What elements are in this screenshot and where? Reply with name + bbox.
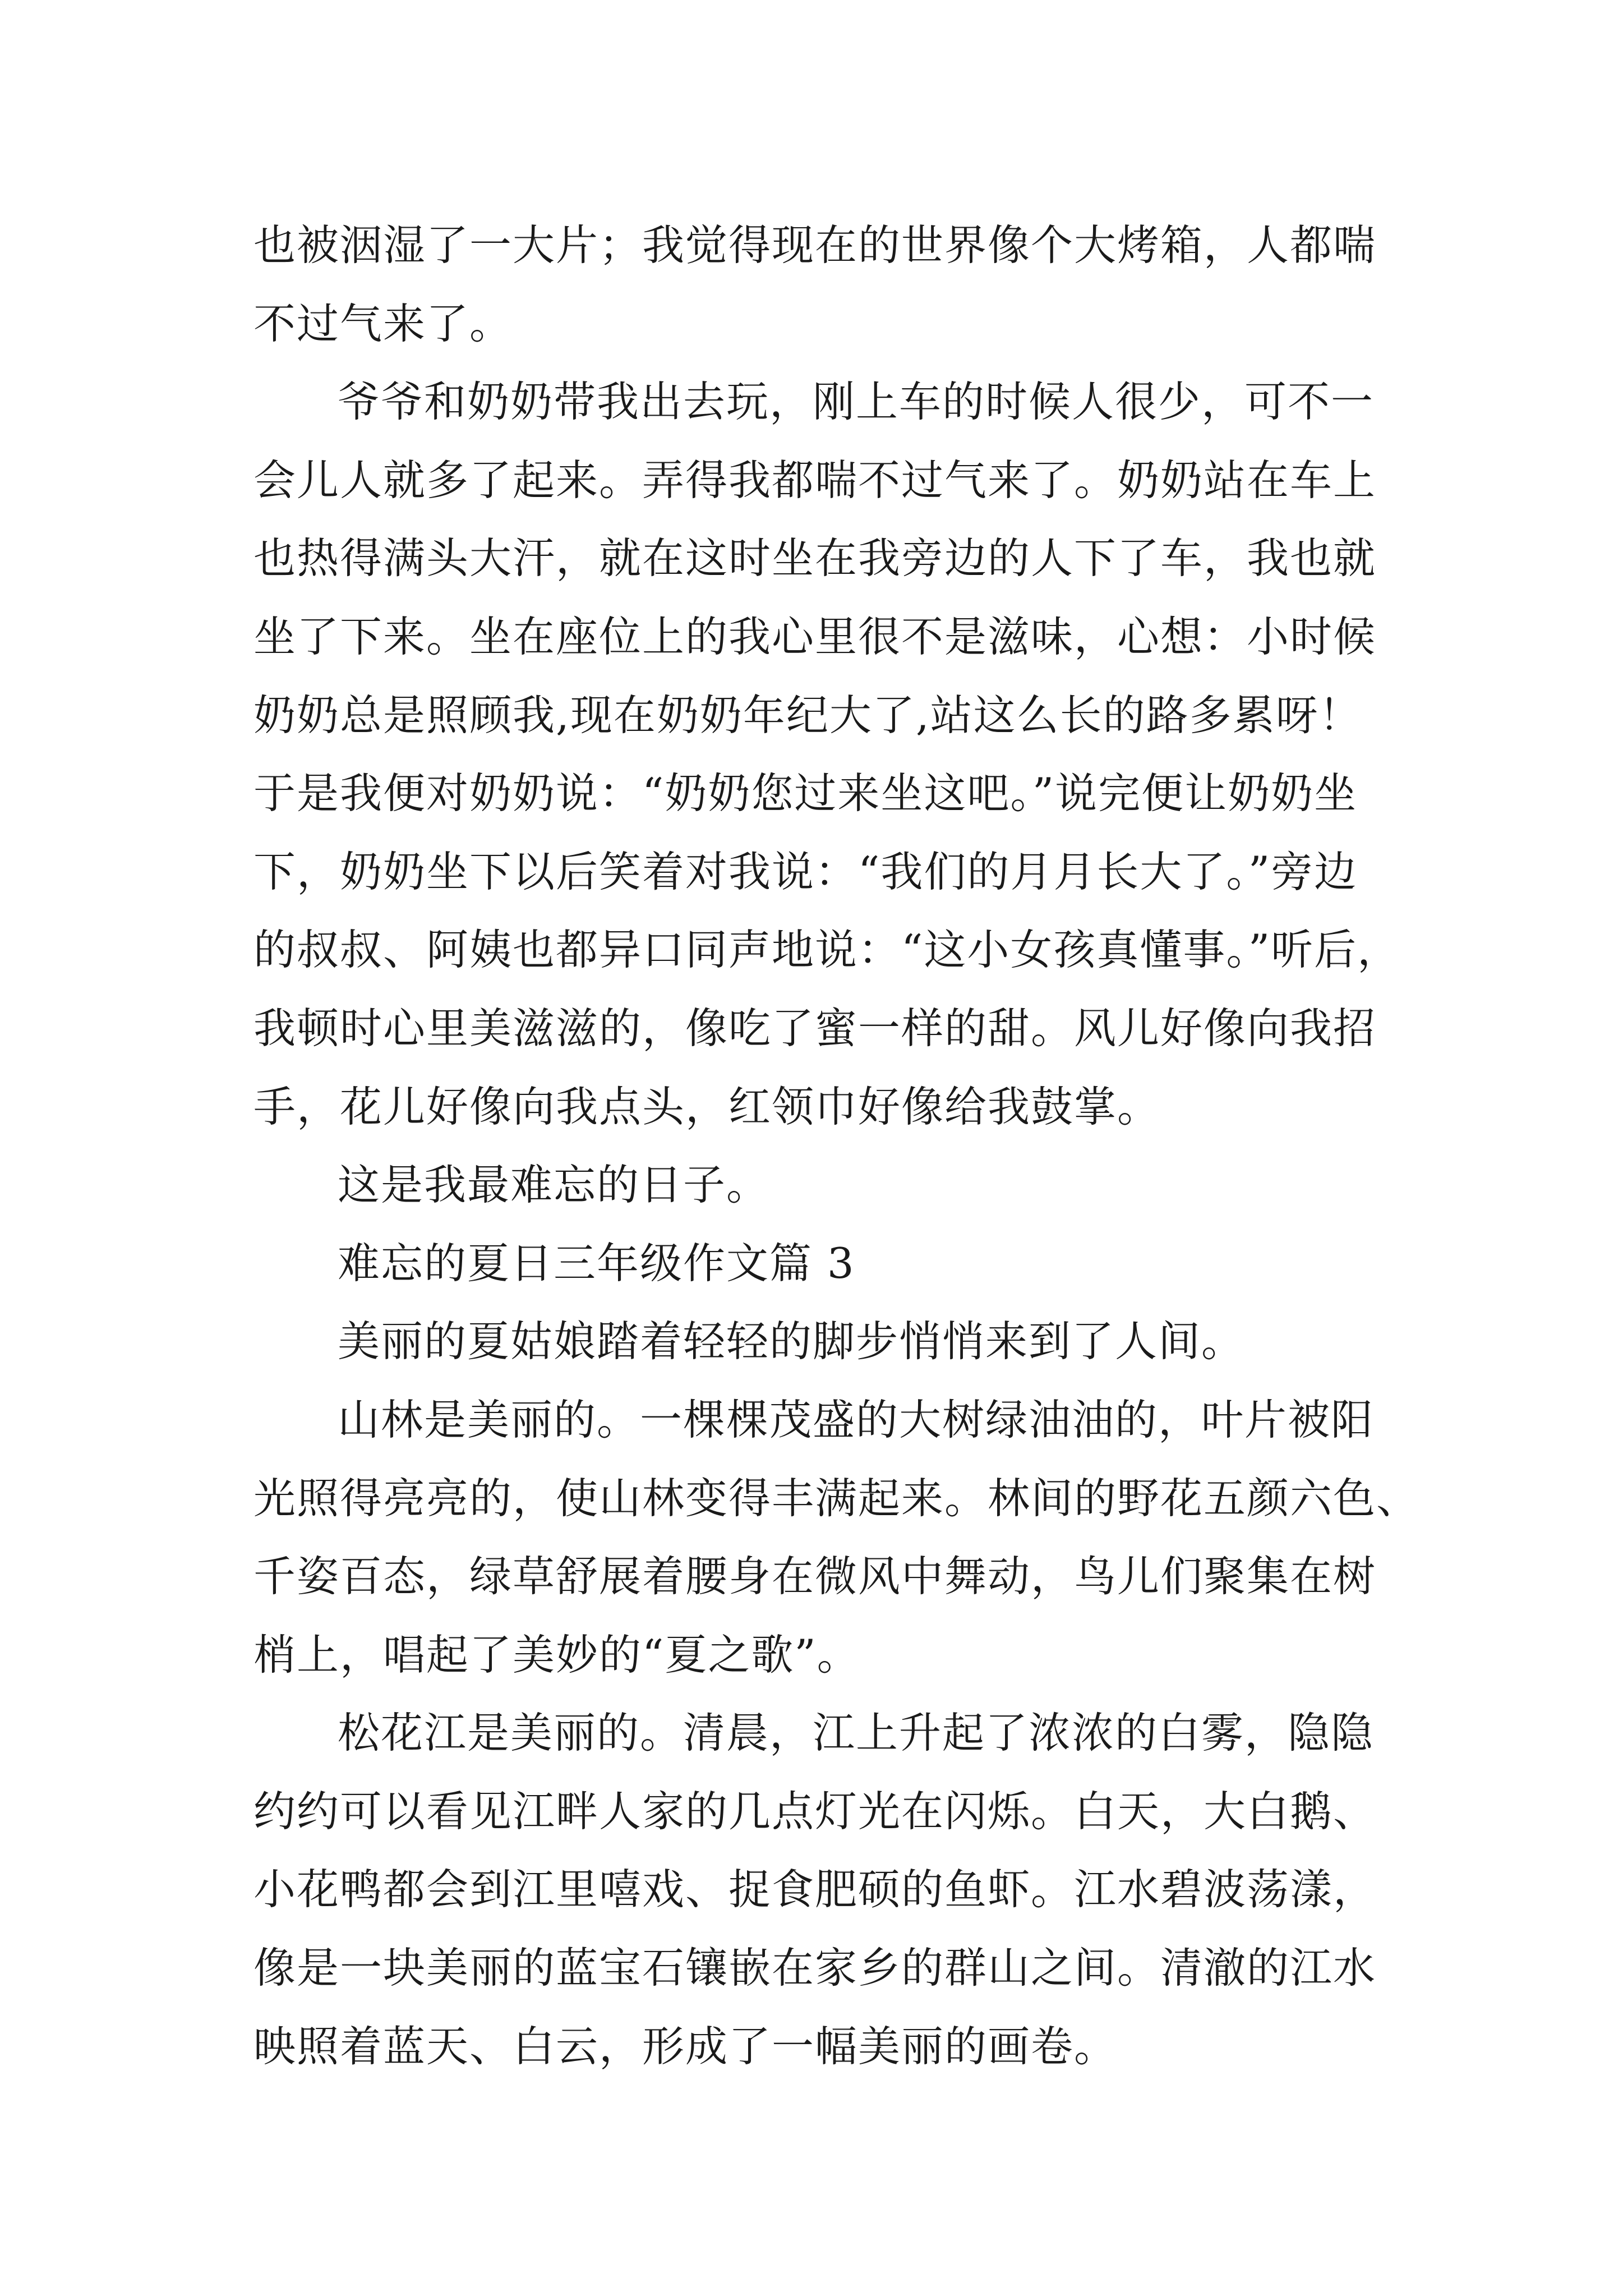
essay-body [253,206,1420,2086]
text-line: 映照着蓝天、白云，形成了一幅美丽的画卷。 [253,2021,1118,2071]
text-line: 小花鸭都会到江里嘻戏、捉食肥硕的鱼虾。江水碧波荡漾， [253,1865,1377,1915]
text-line: 我顿时心里美滋滋的，像吃了蜜一样的甜。风儿好像向我招 [253,1003,1377,1053]
text-line: 也被洇湿了一大片；我觉得现在的世界像个大烤箱，人都喘 [253,220,1377,270]
text-line: 手，花儿好像向我点头，红领巾好像给我鼓掌。 [253,1082,1161,1131]
text-line: 会儿人就多了起来。弄得我都喘不过气来了。奶奶站在车上 [253,455,1377,505]
text-line: 坐了下来。坐在座位上的我心里很不是滋味，心想：小时候 [253,611,1377,661]
paragraph-start: 爷爷和奶奶带我出去玩，刚上车的时候人很少，可不一 [338,377,1375,427]
text-line: 千姿百态，绿草舒展着腰身在微风中舞动，鸟儿们聚集在树 [253,1552,1377,1602]
paragraph-start: 松花江是美丽的。清晨，江上升起了浓浓的白雾，隐隐 [338,1708,1375,1758]
section-heading: 难忘的夏日三年级作文篇 3 [338,1238,855,1288]
text-line: 像是一块美丽的蓝宝石镶嵌在家乡的群山之间。清澈的江水 [253,1943,1377,1993]
text-line: 奶奶总是照顾我,现在奶奶年纪大了,站这么长的路多累呀！ [253,690,1362,740]
paragraph-start: 美丽的夏姑娘踏着轻轻的脚步悄悄来到了人间。 [338,1317,1245,1366]
paragraph-start: 这是我最难忘的日子。 [338,1160,770,1210]
text-line: 梢上，唱起了美妙的“夏之歌”。 [253,1630,860,1680]
text-line: 约约可以看见江畔人家的几点灯光在闪烁。白天，大白鹅、 [253,1786,1377,1836]
text-line: 于是我便对奶奶说：“奶奶您过来坐这吧。”说完便让奶奶坐 [253,769,1358,818]
paragraph-start: 山林是美丽的。一棵棵茂盛的大树绿油油的，叶片被阳 [338,1395,1375,1444]
text-line: 也热得满头大汗，就在这时坐在我旁边的人下了车，我也就 [253,533,1377,583]
text-line: 的叔叔、阿姨也都异口同声地说：“这小女孩真懂事。”听后， [253,925,1401,975]
text-line: 不过气来了。 [253,298,513,348]
text-line: 光照得亮亮的，使山林变得丰满起来。林间的野花五颜六色、 [253,1473,1420,1523]
text-line: 下，奶奶坐下以后笑着对我说：“我们的月月长大了。”旁边 [253,846,1358,896]
